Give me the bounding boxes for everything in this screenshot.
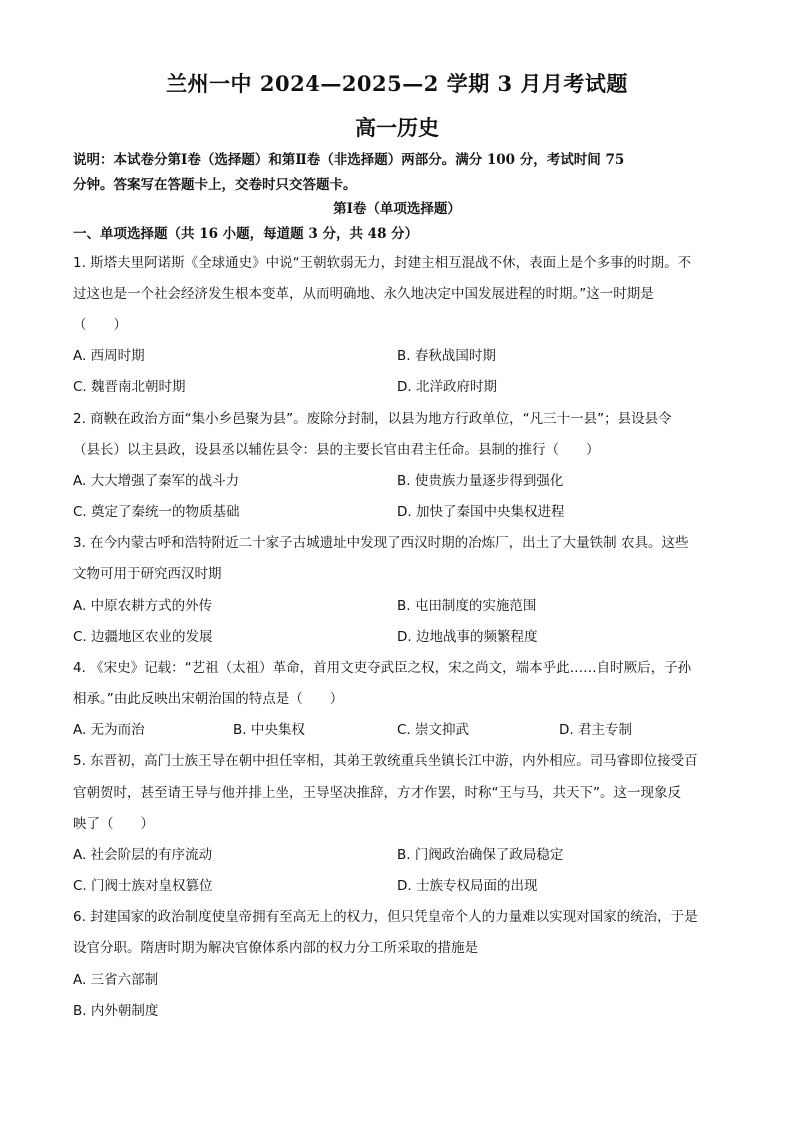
option-c[interactable]: C. 奠定了秦统一的物质基础 (73, 504, 240, 520)
option-c[interactable]: C. 门阀士族对皇权篡位 (73, 878, 213, 894)
option-d[interactable]: D. 君主专制 (559, 722, 632, 738)
instructions-line-2: 分钟。答案写在答题卡上，交卷时只交答题卡。 (73, 177, 357, 193)
option-a[interactable]: A. 大大增强了秦军的战斗力 (73, 473, 240, 489)
question-text-line: 4. 《宋史》记载：“艺祖（太祖）革命，首用文吏夺武臣之权，宋之尚文，端本乎此……自时厥后，子孙 (73, 660, 692, 676)
option-b[interactable]: B. 中央集权 (233, 722, 305, 738)
option-b[interactable]: B. 门阀政治确保了政局稳定 (397, 847, 564, 863)
answer-blank: （ ） (73, 317, 127, 333)
option-b[interactable]: B. 春秋战国时期 (397, 348, 496, 364)
question-text-line: 相承。”由此反映出宋朝治国的特点是（ ） (73, 691, 344, 707)
question-text-line: 官朝贺时，甚至请王导与他并排上坐，王导坚决推辞，方才作罢，时称“王与马，共天下”。这一现象反 (73, 785, 681, 801)
instructions-line-1: 说明：本试卷分第Ⅰ卷（选择题）和第Ⅱ卷（非选择题）两部分。满分 100 分，考试时间 75 (73, 152, 625, 168)
question-text-line: 文物可用于研究西汉时期 (73, 566, 222, 582)
question-text-line: 5. 东晋初，高门士族王导在朝中担任宰相，其弟王敦统重兵坐镇长江中游，内外相应。司马睿即位接受百 (73, 753, 698, 769)
option-a[interactable]: A. 中原农耕方式的外传 (73, 598, 213, 614)
option-a[interactable]: A. 无为而治 (73, 722, 145, 738)
question-text-line: （县长）以主县政，设县丞以辅佐县令：县的主要长官由君主任命。县制的推行（ ） (73, 442, 600, 458)
option-b[interactable]: B. 使贵族力量逐步得到强化 (397, 473, 564, 489)
exam-subject: 高一历史 (355, 115, 439, 140)
option-a[interactable]: A. 西周时期 (73, 348, 145, 364)
question-text-line: 3. 在今内蒙古呼和浩特附近二十家子古城遗址中发现了西汉时期的冶炼厂，出土了大量铁制 农具。这些 (73, 535, 689, 551)
question-text-line: 6. 封建国家的政治制度使皇帝拥有至高无上的权力，但只凭皇帝个人的力量难以实现对国家的统治，于是 (73, 909, 698, 925)
question-text-line: 1. 斯塔夫里阿诺斯《全球通史》中说“王朝软弱无力，封建主相互混战不休，表面上是个多事的时期。不 (73, 255, 692, 271)
exam-title: 兰州一中 2024—2025—2 学期 3 月月考试题 (166, 71, 628, 96)
question-text-line: 过这也是一个社会经济发生根本变革，从而明确地、永久地决定中国发展进程的时期。”这一时期是 (73, 286, 654, 302)
section-heading: 一、单项选择题（共 16 小题，每道题 3 分，共 48 分） (73, 226, 419, 242)
option-c[interactable]: C. 魏晋南北朝时期 (73, 379, 186, 395)
option-a[interactable]: A. 三省六部制 (73, 972, 159, 988)
part1-title: 第Ⅰ卷（单项选择题） (333, 201, 461, 217)
option-d[interactable]: D. 边地战事的频繁程度 (397, 629, 538, 645)
question-text-line: 设官分职。隋唐时期为解决官僚体系内部的权力分工所采取的措施是 (73, 940, 478, 956)
option-d[interactable]: D. 士族专权局面的出现 (397, 878, 538, 894)
question-text-line: 映了（ ） (73, 816, 154, 832)
option-b[interactable]: B. 屯田制度的实施范围 (397, 598, 537, 614)
option-c[interactable]: C. 边疆地区农业的发展 (73, 629, 213, 645)
option-a[interactable]: A. 社会阶层的有序流动 (73, 847, 213, 863)
question-text-line: 2. 商鞅在政治方面“集小乡邑聚为县”。废除分封制，以县为地方行政单位，“凡三十一县”；县设县令 (73, 411, 672, 427)
option-d[interactable]: D. 北洋政府时期 (397, 379, 497, 395)
option-b[interactable]: B. 内外朝制度 (73, 1003, 159, 1019)
option-d[interactable]: D. 加快了秦国中央集权进程 (397, 504, 565, 520)
option-c[interactable]: C. 崇文抑武 (397, 722, 470, 738)
